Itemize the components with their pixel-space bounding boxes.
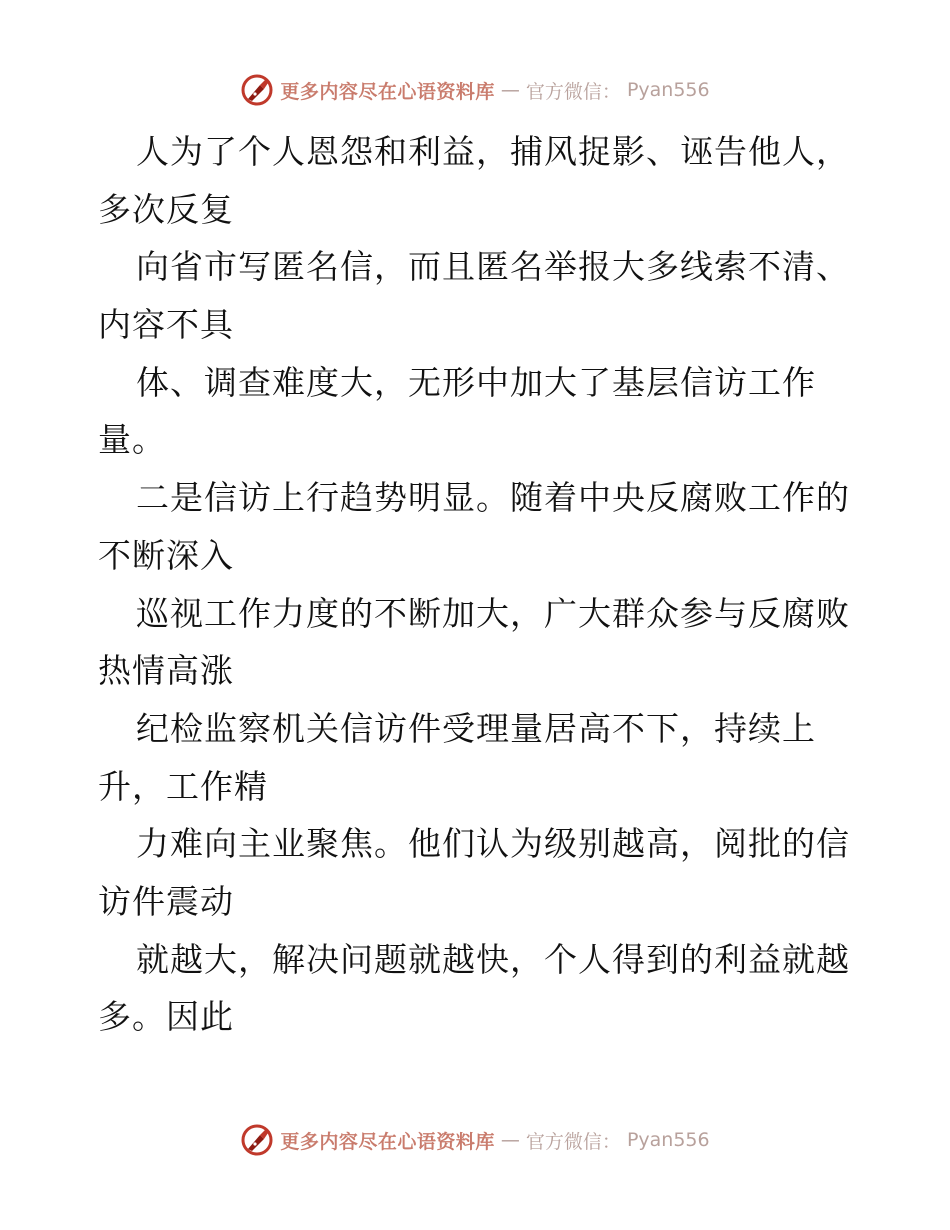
text-line: 热情高涨 — [98, 651, 234, 691]
watermark-wechat-label: 官方微信： — [525, 80, 621, 103]
text-line: 量。 — [98, 420, 166, 460]
pen-nib-logo-icon — [240, 1123, 274, 1157]
watermark-main-text: 更多内容尽在心语资料库 — [280, 80, 495, 103]
text-line: 多次反复 — [98, 189, 234, 229]
text-line: 访件震动 — [98, 881, 234, 921]
text-line: 体、调查难度大，无形中加大了基层信访工作 — [136, 362, 816, 402]
text-line: 就越大，解决问题就越快，个人得到的利益就越 — [136, 939, 850, 979]
text-line: 升，工作精 — [98, 766, 268, 806]
text-line: 巡视工作力度的不断加大，广大群众参与反腐败 — [136, 593, 850, 633]
watermark-dash: — — [500, 1129, 520, 1151]
text-line: 内容不具 — [98, 305, 234, 345]
watermark-wechat-id: Pyan556 — [626, 79, 710, 101]
text-line: 向省市写匿名信，而且匿名举报大多线索不清、 — [136, 247, 850, 287]
text-line: 人为了个人恩怨和利益，捕风捉影、诬告他人， — [136, 132, 850, 171]
header-watermark — [0, 70, 950, 110]
watermark-wechat-label: 官方微信： — [525, 1130, 621, 1153]
text-line: 不断深入 — [98, 535, 234, 575]
watermark-dash: — — [500, 79, 520, 101]
footer-watermark — [0, 1120, 950, 1160]
text-line: 力难向主业聚焦。他们认为级别越高，阅批的信 — [136, 824, 850, 864]
pen-nib-logo-icon — [240, 73, 274, 107]
text-line: 纪检监察机关信访件受理量居高不下，持续上 — [136, 708, 816, 748]
text-line: 二是信访上行趋势明显。随着中央反腐败工作的 — [136, 478, 850, 518]
watermark-wechat-id: Pyan556 — [626, 1129, 710, 1151]
watermark-main-text: 更多内容尽在心语资料库 — [280, 1130, 495, 1153]
text-line: 多。因此 — [98, 997, 234, 1037]
document-body — [98, 123, 858, 1046]
